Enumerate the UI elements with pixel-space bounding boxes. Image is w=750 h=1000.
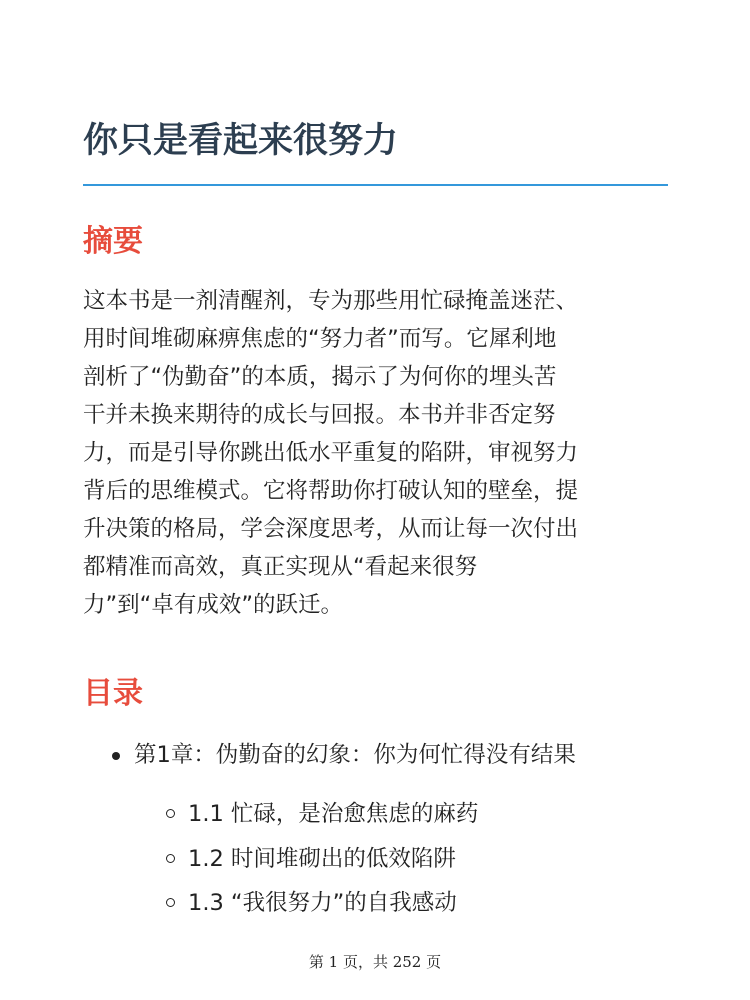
abstract-line: 力，而是引导你跳出低水平重复的陷阱，审视努力 xyxy=(83,440,579,466)
abstract-line: 这本书是一剂清醒剂，专为那些用忙碌掩盖迷茫、 xyxy=(83,288,579,314)
abstract-heading: 摘要 xyxy=(83,224,143,259)
abstract-line: 升决策的格局，学会深度思考，从而让每一次付出 xyxy=(83,516,579,542)
bullet-dot-icon xyxy=(112,752,120,760)
bullet-circle-icon xyxy=(166,854,175,863)
toc-section-label: 1.1 忙碌，是治愈焦虑的麻药 xyxy=(188,801,479,827)
abstract-line: 剖析了“伪勤奋”的本质，揭示了为何你的埋头苦 xyxy=(83,364,557,390)
page-footer: 第 1 页，共 252 页 xyxy=(308,953,442,971)
page-title: 你只是看起来很努力 xyxy=(83,121,399,161)
abstract-paragraph xyxy=(83,282,673,624)
toc-section-label: 1.2 时间堆砌出的低效陷阱 xyxy=(188,846,456,872)
toc-chapter-label: 第1章：伪勤奋的幻象：你为何忙得没有结果 xyxy=(134,742,576,768)
abstract-line: 背后的思维模式。它将帮助你打破认知的壁垒，提 xyxy=(83,478,579,504)
bullet-circle-icon xyxy=(166,898,175,907)
abstract-line: 干并未换来期待的成长与回报。本书并非否定努 xyxy=(83,402,556,428)
bullet-circle-icon xyxy=(166,809,175,818)
toc-heading: 目录 xyxy=(83,676,143,711)
title-divider xyxy=(83,184,668,186)
abstract-line: 用时间堆砌麻痹焦虑的“努力者”而写。它犀利地 xyxy=(83,326,557,352)
toc-section-label: 1.3 “我很努力”的自我感动 xyxy=(188,890,457,916)
abstract-line: 都精准而高效，真正实现从“看起来很努 xyxy=(83,554,478,580)
abstract-line: 力”到“卓有成效”的跃迁。 xyxy=(83,592,343,618)
